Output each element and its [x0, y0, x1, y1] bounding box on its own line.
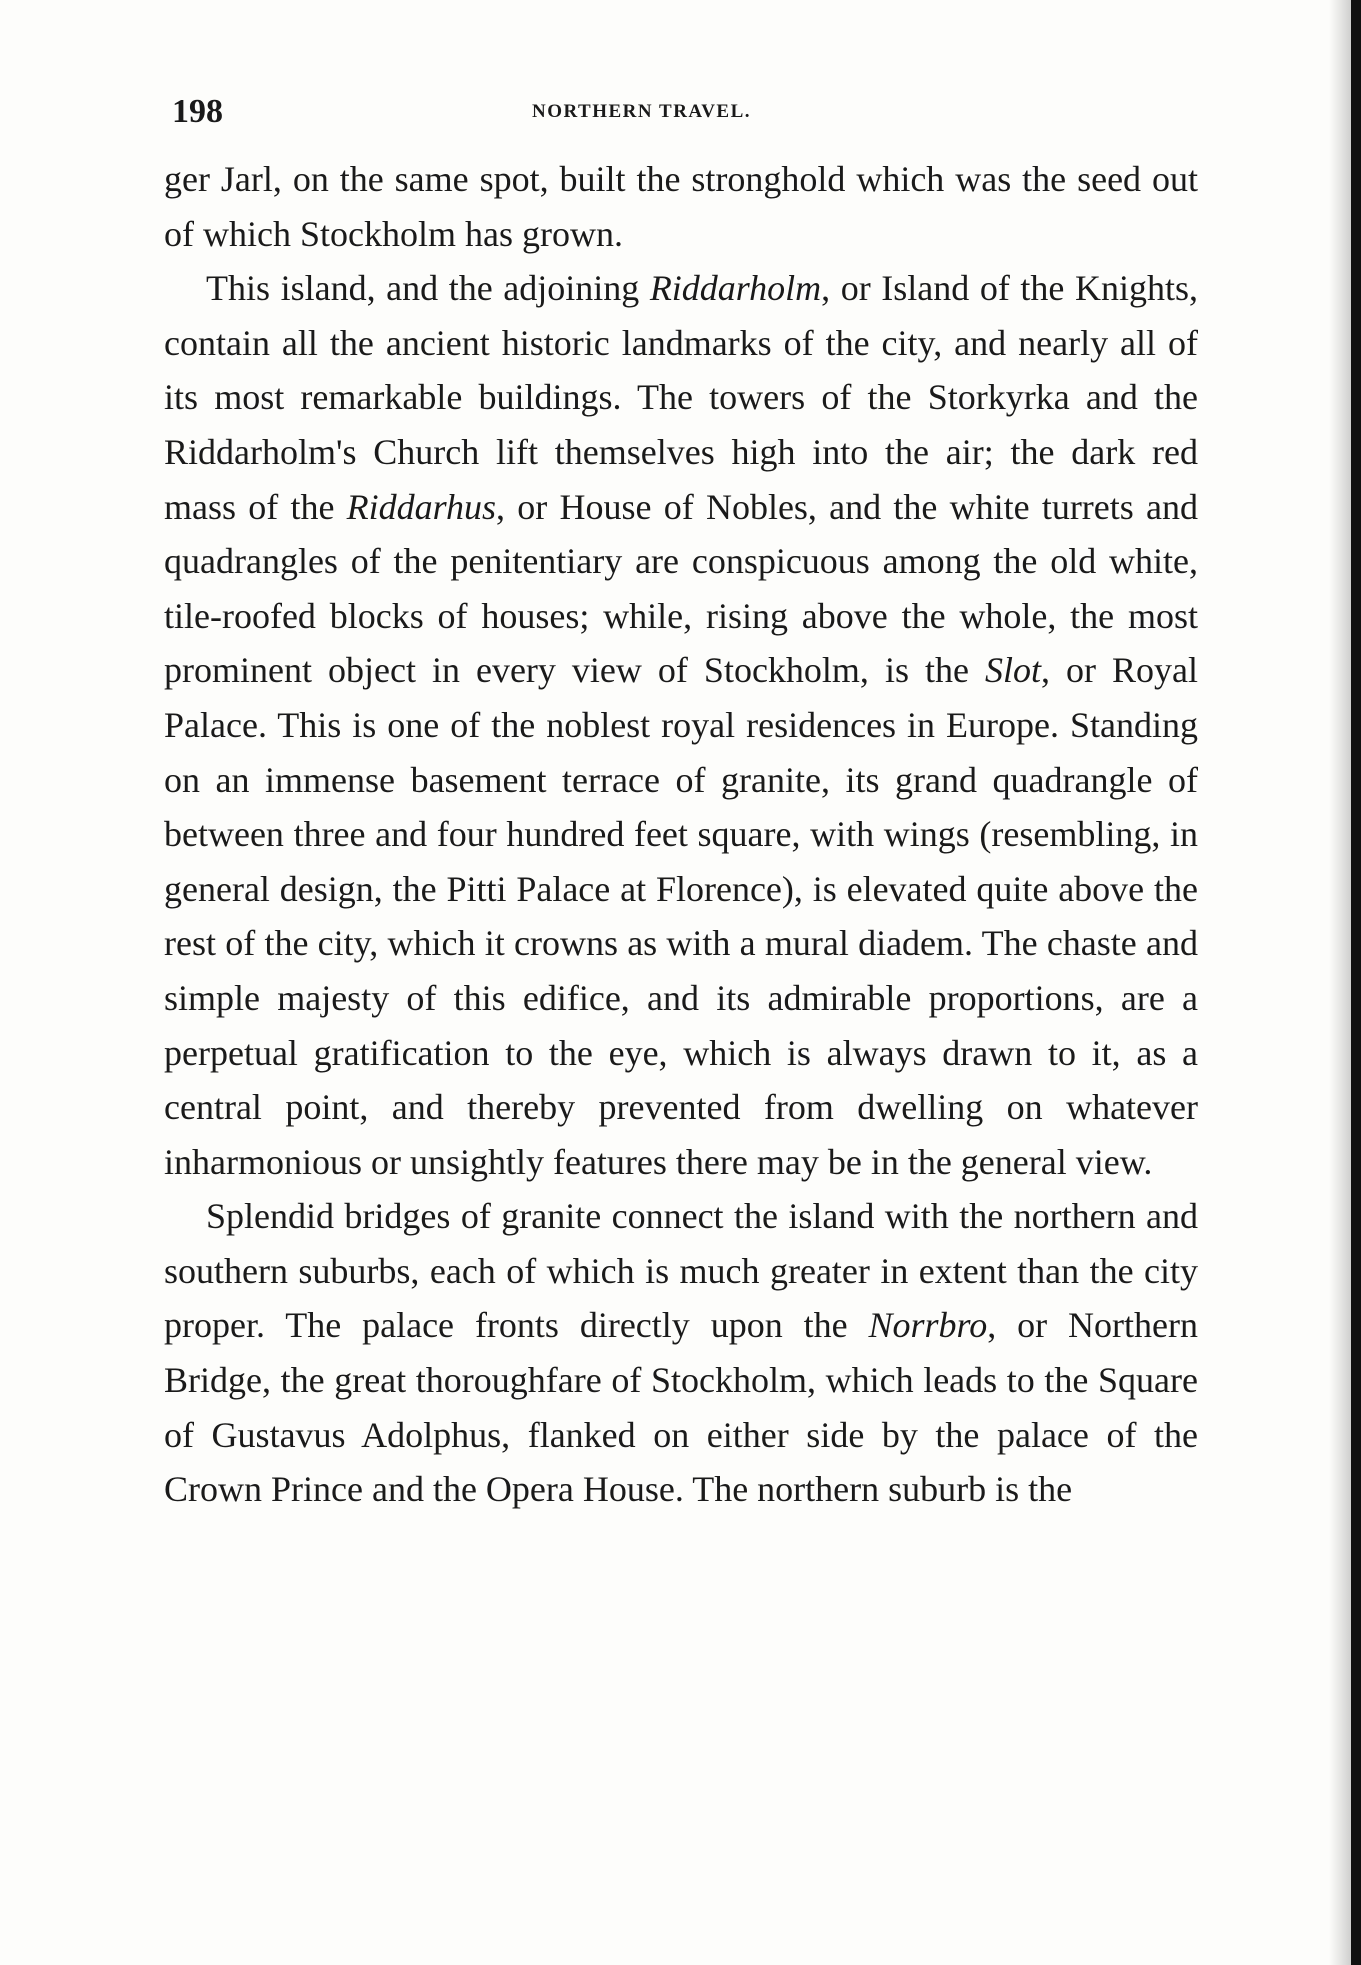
- text-run: This island, and the adjoining: [206, 268, 650, 309]
- page-header: [172, 92, 1196, 132]
- text-run: , or Island of the Knights, contain all the ancient historic landmarks of the city, and nearly all of its most remarkable buildings. The towers of the Storkyrka and the Riddarholm's Church lift themselves high into the air; the dark red mass of the: [164, 268, 1198, 527]
- text-run: , or Northern Bridge, the great thoroughfare of Stockholm, which leads to the Square of Gustavus Adolphus, flanked on either side by the palace of the Crown Prince and the Opera House. The northern suburb is the: [164, 1305, 1199, 1510]
- text-run: , or House of Nobles, and the white turrets and quadrangles of the penitentiary are conspicuous among the old white, tile-roofed blocks of houses; while, rising above the whole, the most prominent object in every view of Stockholm, is the: [164, 486, 1198, 691]
- text-run: , or Royal Palace. This is one of the noblest royal residences in Europe. Standing on an immense basement terrace of granite, its grand quadrangle of between three and four hundred feet square, with wings (resembling, in general design, the Pitti Palace at Florence), is elevated quite above the rest of the city, which it crowns as with a mural diadem. The chaste and simple majesty of this edifice, and its admirable proportions, are a perpetual gratification to the eye, which is always drawn to it, as a central point, and thereby prevented from dwelling on whatever inharmonious or unsightly features there may be in the general view.: [164, 650, 1198, 1182]
- italic-term-norrbro: Norrbro: [868, 1305, 988, 1346]
- text-run: Splendid bridges of granite connect the island with the northern and southern suburbs, each of which is much greater in extent than the city proper. The palace fronts directly upon the: [164, 1196, 1198, 1346]
- paragraph-1: [164, 152, 1198, 261]
- book-spine-edge: [1351, 0, 1361, 1965]
- running-head: NORTHERN TRAVEL.: [532, 101, 752, 122]
- italic-term-slot: Slot: [984, 650, 1041, 691]
- page-number: 198: [172, 93, 223, 130]
- italic-term-riddarholm: Riddarholm: [649, 268, 822, 309]
- page-gutter-shadow: [1329, 0, 1351, 1965]
- paragraph-3: [164, 1189, 1198, 1517]
- italic-term-riddarhus: Riddarhus: [346, 486, 497, 527]
- body-text: [164, 152, 1198, 1517]
- paragraph-2: [164, 261, 1198, 1189]
- text-run: ger Jarl, on the same spot, built the stronghold which was the seed out of which Stockholm has grown.: [164, 159, 1198, 254]
